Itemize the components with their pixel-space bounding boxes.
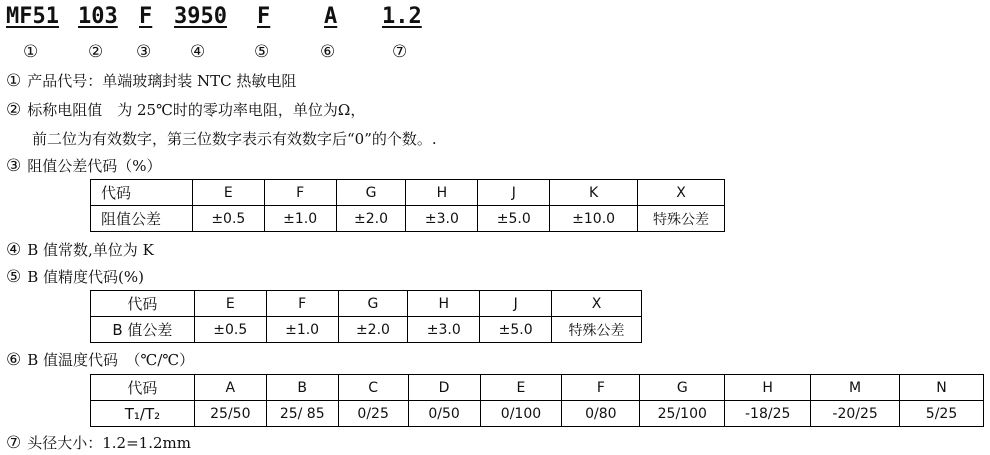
table-cell: H <box>408 291 480 317</box>
table-row <box>91 317 642 343</box>
table-cell: F <box>264 180 336 206</box>
table-cell: ±5.0 <box>480 317 552 343</box>
item-1-line <box>6 70 296 91</box>
table-cell: H <box>406 180 478 206</box>
code-part-temperature: A <box>324 4 338 29</box>
table-row <box>91 375 984 401</box>
table-cell: 25/ 85 <box>266 401 338 427</box>
item-4-text: B 值常数,单位为 K <box>27 241 154 259</box>
table-row <box>91 180 725 206</box>
item-7-text: 头径大小：1.2=1.2mm <box>27 434 191 452</box>
item-5-marker: ⑤ <box>6 267 22 287</box>
code-part-resistance-tolerance: F <box>139 4 153 29</box>
table-cell: 特殊公差 <box>638 206 725 232</box>
table-cell: G <box>336 180 406 206</box>
item-2-text-1: 标称电阻值 为 25℃时的零功率电阻，单位为Ω， <box>27 101 366 119</box>
table-cell: ±5.0 <box>478 206 550 232</box>
table-cell: ±10.0 <box>550 206 638 232</box>
table-cell: 5/25 <box>900 401 984 427</box>
table-cell: ±2.0 <box>336 206 406 232</box>
table-cell: 代码 <box>91 180 193 206</box>
table-cell: ±2.0 <box>338 317 408 343</box>
marker-2: ② <box>88 42 104 62</box>
table-cell: 25/50 <box>194 401 266 427</box>
marker-7: ⑦ <box>392 42 408 62</box>
table-cell: E <box>194 291 266 317</box>
table-cell: -18/25 <box>725 401 811 427</box>
table-cell: F <box>266 291 338 317</box>
table-cell: 0/50 <box>408 401 480 427</box>
item-7-line <box>6 432 191 453</box>
item-4-line <box>6 239 154 260</box>
table-cell: 代码 <box>91 291 195 317</box>
item-1-text: 产品代号：单端玻璃封装 NTC 热敏电阻 <box>27 72 297 90</box>
table-cell: B 值公差 <box>91 317 195 343</box>
b-value-temperature-table <box>90 374 984 427</box>
table-cell: X <box>638 180 725 206</box>
table-cell: 25/100 <box>640 401 725 427</box>
item-6-line <box>6 349 194 370</box>
table-cell: ±3.0 <box>408 317 480 343</box>
table-cell: ±1.0 <box>264 206 336 232</box>
item-2-text-2: 前二位为有效数字，第三位数字表示有效数字后“0”的个数。. <box>32 130 437 148</box>
table-cell: K <box>550 180 638 206</box>
item-6-marker: ⑥ <box>6 350 22 370</box>
code-part-head-size: 1.2 <box>382 4 422 29</box>
marker-5: ⑤ <box>254 42 270 62</box>
table-row <box>91 291 642 317</box>
code-part-resistance: 103 <box>78 4 118 29</box>
item-2-line-2 <box>6 128 437 149</box>
item-3-line <box>6 155 162 176</box>
table-cell: 0/100 <box>480 401 562 427</box>
table-cell: -20/25 <box>811 401 900 427</box>
resistance-tolerance-table <box>90 179 725 232</box>
table-cell: M <box>811 375 900 401</box>
b-value-tolerance-table <box>90 290 642 343</box>
table-cell: G <box>338 291 408 317</box>
table-cell: ±0.5 <box>194 317 266 343</box>
item-1-marker: ① <box>6 71 22 91</box>
table-cell: E <box>192 180 264 206</box>
item-7-marker: ⑦ <box>6 433 22 453</box>
marker-3: ③ <box>136 42 152 62</box>
table-cell: 阻值公差 <box>91 206 193 232</box>
item-6-title: B 值温度代码 （℃/℃） <box>27 351 195 369</box>
table-cell: ±3.0 <box>406 206 478 232</box>
item-4-marker: ④ <box>6 240 22 260</box>
table-cell: J <box>480 291 552 317</box>
table-cell: F <box>562 375 640 401</box>
code-part-b-value: 3950 <box>174 4 227 29</box>
table-cell: 0/25 <box>338 401 408 427</box>
table-cell: 特殊公差 <box>552 317 642 343</box>
marker-1: ① <box>23 42 39 62</box>
marker-6: ⑥ <box>320 42 336 62</box>
item-2-marker: ② <box>6 100 22 120</box>
table-row <box>91 206 725 232</box>
table-cell: B <box>266 375 338 401</box>
table-cell: H <box>725 375 811 401</box>
table-cell: T₁/T₂ <box>91 401 195 427</box>
table-cell: 代码 <box>91 375 195 401</box>
table-cell: E <box>480 375 562 401</box>
table-cell: A <box>194 375 266 401</box>
table-cell: ±0.5 <box>192 206 264 232</box>
item-3-marker: ③ <box>6 156 22 176</box>
item-5-title: B 值精度代码(%) <box>27 268 144 286</box>
table-cell: ±1.0 <box>266 317 338 343</box>
table-row <box>91 401 984 427</box>
item-3-title: 阻值公差代码（%） <box>27 157 162 175</box>
table-cell: 0/80 <box>562 401 640 427</box>
code-part-b-tolerance: F <box>257 4 271 29</box>
table-cell: N <box>900 375 984 401</box>
table-cell: G <box>640 375 725 401</box>
marker-4: ④ <box>190 42 206 62</box>
table-cell: X <box>552 291 642 317</box>
table-cell: D <box>408 375 480 401</box>
item-2-line <box>6 99 365 120</box>
item-5-line <box>6 266 144 287</box>
table-cell: C <box>338 375 408 401</box>
table-cell: J <box>478 180 550 206</box>
code-part-series: MF51 <box>6 4 59 29</box>
